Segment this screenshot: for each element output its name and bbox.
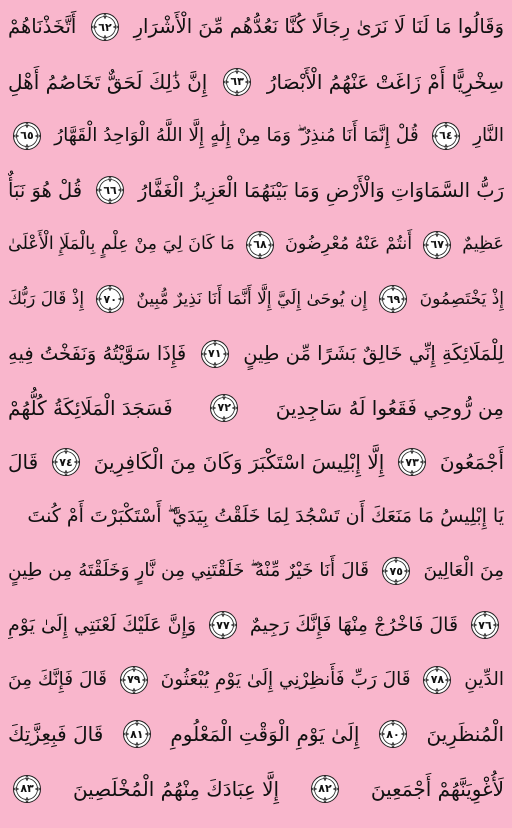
ayah-number: ٧٣ xyxy=(405,455,419,469)
verse-text: مِن رُّوحِي فَقَعُوا لَهُ سَاجِدِينَ xyxy=(275,395,504,420)
ayah-number: ٦٧ xyxy=(430,238,444,252)
ayah-number-marker xyxy=(397,447,427,477)
verse-text: الدِّينِ xyxy=(464,668,504,690)
text-line xyxy=(8,272,504,326)
ayah-number: ٧٤ xyxy=(59,455,73,469)
text-line xyxy=(8,490,504,544)
verse-text: قَالَ فَإِنَّكَ مِنَ xyxy=(8,668,107,690)
ayah-number: ٧٥ xyxy=(389,564,403,578)
verse-text: إِن يُوحَىٰ إِلَيَّ إِلَّا أَنَّمَا أَنَا نَذِيرٌ مُّبِينٌ xyxy=(136,288,368,309)
verse-text: قَالَ فَاخْرُجْ مِنْهَا فَإِنَّكَ رَجِيمٌ xyxy=(249,613,459,636)
verse-text: يَا إِبْلِيسُ مَا مَنَعَكَ أَن تَسْجُدَ لِمَا خَلَقْتُ بِيَدَيَّ ۖ أَسْتَكْبَرْتَ أَمْ كُنتَ xyxy=(27,505,504,528)
text-line xyxy=(8,761,504,815)
ayah-number-marker xyxy=(95,175,125,205)
ayah-number-marker xyxy=(422,665,452,695)
verse-text: فَسَجَدَ الْمَلَائِكَةُ كُلُّهُمْ xyxy=(8,395,173,420)
verse-text: قُلْ إِنَّمَا أَنَا مُنذِرٌ ۖ وَمَا مِنْ إِلَٰهٍ إِلَّا اللَّهُ الْوَاحِدُ الْقَهَّارُ xyxy=(54,124,419,146)
ayah-number-marker xyxy=(209,393,239,423)
verse-text: قَالَ فَبِعِزَّتِكَ xyxy=(8,722,104,747)
verse-text: لِلْمَلَائِكَةِ إِنِّي خَالِقٌ بَشَرًا مِّن طِينٍ xyxy=(243,341,504,365)
verse-text: سِخْرِيًّا أَمْ زَاغَتْ عَنْهُمُ الْأَبْصَارُ xyxy=(266,69,504,94)
ayah-number-marker xyxy=(381,556,411,586)
ayah-number-marker xyxy=(90,12,120,42)
text-line xyxy=(8,326,504,380)
verse-text: إِذْ يَخْتَصِمُونَ xyxy=(419,288,504,309)
text-line xyxy=(8,435,504,489)
verse-text: قَالَ رَبِّ فَأَنظِرْنِي إِلَىٰ يَوْمِ يُبْعَثُونَ xyxy=(160,668,411,690)
ayah-number: ٨٠ xyxy=(386,727,400,741)
text-line xyxy=(8,109,504,163)
ayah-number-marker xyxy=(470,610,500,640)
text-line xyxy=(8,381,504,435)
ayah-number-marker xyxy=(208,610,238,640)
ayah-number: ٦٦ xyxy=(103,183,117,197)
ayah-number-marker xyxy=(51,447,81,477)
ayah-number-marker xyxy=(378,719,408,749)
verse-text: قَالَ أَنَا خَيْرٌ مِّنْهُ ۖ خَلَقْتَنِي مِن نَّارٍ وَخَلَقْتَهُ مِن طِينٍ xyxy=(8,559,370,581)
verse-text: إِذْ قَالَ رَبُّكَ xyxy=(8,288,85,309)
text-line xyxy=(8,54,504,108)
ayah-number-marker xyxy=(119,665,149,695)
verse-text: الْمُنظَرِينَ xyxy=(426,722,504,747)
ayah-number: ٧٧ xyxy=(216,618,230,632)
verse-text: مَا كَانَ لِيَ مِنْ عِلْمٍ بِالْمَلَإِ الْأَعْلَىٰ xyxy=(8,234,235,254)
verse-text: قُلْ هُوَ نَبَأٌ xyxy=(8,178,83,202)
ayah-number: ٧١ xyxy=(208,347,222,361)
verse-text: لَأُغْوِيَنَّهُمْ أَجْمَعِينَ xyxy=(370,776,504,801)
text-line xyxy=(8,707,504,761)
verse-text: قَالَ xyxy=(8,450,39,475)
ayah-number: ٦٣ xyxy=(230,75,244,89)
ayah-number: ٧٦ xyxy=(478,618,492,632)
text-line xyxy=(8,598,504,652)
verse-text: إِنَّ ذَٰلِكَ لَحَقٌّ تَخَاصُمُ أَهْلِ xyxy=(8,69,208,94)
verse-text: وَقَالُوا مَا لَنَا لَا نَرَىٰ رِجَالًا كُنَّا نَعُدُّهُم مِّنَ الْأَشْرَارِ xyxy=(133,15,504,39)
ayah-number: ٨٢ xyxy=(318,782,332,796)
text-line xyxy=(8,218,504,272)
ayah-number: ٨٣ xyxy=(20,782,34,796)
verse-text: وَإِنَّ عَلَيْكَ لَعْنَتِي إِلَىٰ يَوْمِ xyxy=(8,613,196,636)
text-line xyxy=(8,163,504,217)
ayah-number: ٧٨ xyxy=(430,673,445,687)
ayah-number-marker xyxy=(95,284,125,314)
ayah-number: ٦٨ xyxy=(253,238,267,252)
verse-text: أَجْمَعُونَ xyxy=(439,450,504,475)
ayah-number-marker xyxy=(431,121,461,151)
ayah-number-marker xyxy=(12,121,42,151)
verse-text: مِنَ الْعَالِينَ xyxy=(423,559,504,581)
text-line xyxy=(8,653,504,707)
ayah-number: ٦٩ xyxy=(386,292,401,306)
ayah-number: ٧٢ xyxy=(217,401,231,415)
ayah-number: ٧٩ xyxy=(127,673,141,687)
verse-text: أَتَّخَذْنَاهُمْ xyxy=(8,15,77,39)
verse-text: رَبُّ السَّمَاوَاتِ وَالْأَرْضِ وَمَا بَيْنَهُمَا الْعَزِيزُ الْغَفَّارُ xyxy=(138,178,504,202)
verse-text: إِلَّا إِبْلِيسَ اسْتَكْبَرَ وَكَانَ مِنَ الْكَافِرِينَ xyxy=(93,450,385,475)
ayah-number-marker xyxy=(378,284,408,314)
verse-text: إِلَىٰ يَوْمِ الْوَقْتِ الْمَعْلُومِ xyxy=(170,722,360,747)
text-line xyxy=(8,0,504,54)
ayah-number: ٦٤ xyxy=(439,129,453,143)
ayah-number-marker xyxy=(222,67,252,97)
verse-text: النَّارِ xyxy=(473,124,504,146)
ayah-number: ٧٠ xyxy=(103,292,117,306)
ayah-number: ٦٥ xyxy=(20,129,34,143)
ayah-number: ٨١ xyxy=(130,727,144,741)
ayah-number-marker xyxy=(422,230,452,260)
ayah-number-marker xyxy=(310,774,340,804)
verse-text: عَظِيمٌ xyxy=(462,234,504,254)
ayah-number-marker xyxy=(122,719,152,749)
verse-text: فَإِذَا سَوَّيْتُهُ وَنَفَخْتُ فِيهِ xyxy=(8,341,187,365)
ayah-number-marker xyxy=(12,774,42,804)
ayah-number-marker xyxy=(200,339,230,369)
verse-text: أَنتُمْ عَنْهُ مُعْرِضُونَ xyxy=(285,234,413,254)
text-line xyxy=(8,544,504,598)
verse-text: إِلَّا عِبَادَكَ مِنْهُمُ الْمُخْلَصِينَ xyxy=(72,776,280,801)
ayah-number-marker xyxy=(245,230,275,260)
ayah-number: ٦٢ xyxy=(98,20,112,34)
